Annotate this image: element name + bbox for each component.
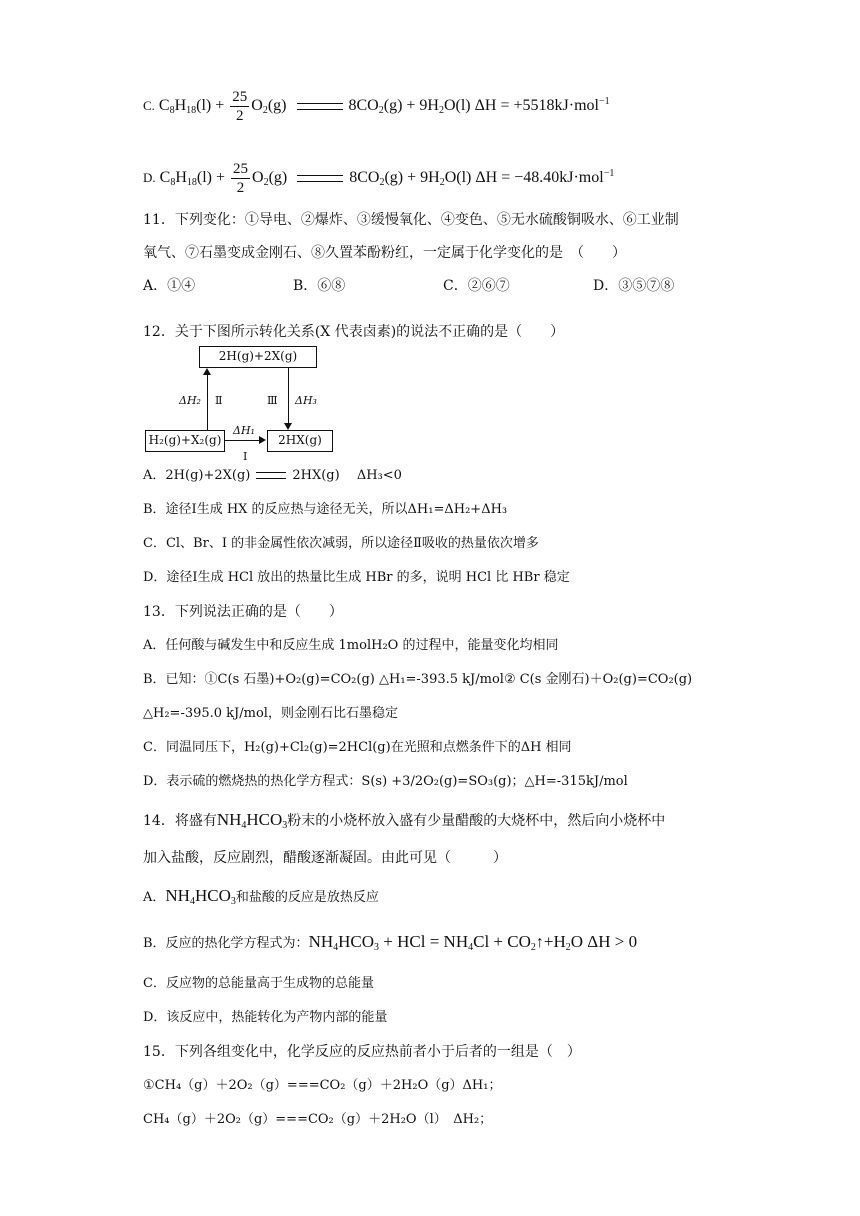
q11-option-d: D．③⑤⑦⑧ — [593, 278, 675, 294]
label-path3: Ⅲ — [267, 394, 278, 407]
q12-option-b: B．途径Ⅰ生成 HX 的反应热与途径无关，所以ΔH₁=ΔH₂+ΔH₃ — [143, 502, 508, 517]
q13-option-c: C．同温同压下，H₂(g)+Cl₂(g)=2HCl(g)在光照和点燃条件下的ΔH 相同 — [143, 740, 572, 755]
fraction-25-2: $\frac{25}{2}$ — [232, 89, 248, 124]
label-dh1: ΔH₁ — [233, 424, 255, 437]
q15-stem: 15．下列各组变化中，化学反应的反应热前者小于后者的一组是（ ） — [143, 1044, 581, 1060]
q13-stem: 13．下列说法正确的是（ ） — [143, 604, 343, 620]
q11-option-c: C．②⑥⑦ — [443, 278, 510, 294]
q11-option-b: B．⑥⑧ — [293, 278, 346, 294]
q14-option-c: C．反应物的总能量高于生成物的总能量 — [143, 976, 374, 991]
q10-d-label: D. — [143, 170, 156, 186]
label-dh3: ΔH₃ — [295, 394, 317, 407]
q14-option-d: D．该反应中，热能转化为产物内部的能量 — [143, 1010, 388, 1025]
q14-stem-line2: 加入盐酸，反应剧烈，醋酸逐渐凝固。由此可见（ ） — [143, 850, 507, 866]
q10-c-label: C. — [143, 98, 155, 114]
q14-stem-line1: 14．将盛有$NH_4HCO_3$粉末的小烧杯放入盛有少量醋酸的大烧杯中，然后向小烧杯中 — [143, 810, 666, 831]
q14-option-b: B．反应的热化学方程式为：$NH_4HCO_3$ + HCl = $NH_4Cl$ + $CO_2↑+H_2O$ ΔH > 0 — [143, 932, 638, 953]
conversion-diagram — [143, 340, 343, 463]
q13-option-a: A．任何酸与碱发生中和反应生成 1molH₂O 的过程中，能量变化均相同 — [143, 638, 559, 653]
box-top: 2H(g)+2X(g) — [199, 346, 317, 368]
q13-option-b-line1: B．已知：①C(s 石墨)+O₂(g)=CO₂(g) △H₁=-393.5 kJ/mol② C(s 金刚石)＋O₂(g)=CO₂(g) — [143, 672, 693, 687]
q13-option-b-line2: △H₂=-395.0 kJ/mol，则金刚石比石墨稳定 — [143, 706, 398, 721]
q10-option-d: D. $C_8H_{18}(l)$ + $\frac{25}{2}$ $O_2(g) 8CO_2(g) + 9H_2O(l) \Delta H = -48.40kJ\cdot mol^{-1}$ — [143, 161, 615, 196]
q13-option-d: D．表示硫的燃烧热的热化学方程式：S(s) +3/2O₂(g)=SO₃(g)；△H=-315kJ/mol — [143, 774, 628, 789]
q12-option-c: C．Cl、Br、I 的非金属性依次减弱，所以途径Ⅱ吸收的热量依次增多 — [143, 536, 539, 551]
label-path1: Ⅰ — [243, 450, 248, 463]
q11-stem-line1: 11．下列变化：①导电、②爆炸、③缓慢氧化、④变色、⑤无水硫酸铜吸水、⑥工业制 — [143, 212, 679, 228]
q10-c-enthalpy: ΔH = +5518kJ·mol — [474, 97, 599, 115]
q11-option-a: A．①④ — [143, 278, 196, 294]
q12-option-d: D．途径Ⅰ生成 HCl 放出的热量比生成 HBr 的多，说明 HCl 比 HBr 稳定 — [143, 570, 570, 585]
q14-option-a: A．$NH_4HCO_3$和盐酸的反应是放热反应 — [143, 886, 379, 907]
q11-stem-line2: 氧气、⑦石墨变成金刚石、⑧久置苯酚粉红，一定属于化学变化的是 （ ） — [143, 245, 626, 261]
q12-option-a: A．2H(g)+2X(g) 2HX(g) ΔH₃<0 — [143, 468, 402, 483]
box-right: 2HX(g) — [267, 430, 333, 452]
fraction-25-2: $\frac{25}{2}$ — [233, 161, 248, 196]
q15-line2: CH₄（g）＋2O₂（g）===CO₂（g）＋2H₂O（l） ΔH₂； — [143, 1112, 493, 1127]
label-dh2: ΔH₂ — [179, 394, 201, 407]
q10-option-c: C. $C_8H_{18}(l)$ + $\frac{25}{2}$ $O_2(g) 8CO_2(g) + 9H_2O(l) \Delta H = +5518kJ\cdot mol^{-1}$ — [143, 89, 610, 124]
q10-d-enthalpy: ΔH = −48.40kJ·mol — [475, 169, 604, 187]
label-path2: Ⅱ — [215, 394, 223, 407]
q12-stem: 12．关于下图所示转化关系(X 代表卤素)的说法不正确的是（ ） — [143, 324, 565, 340]
q15-line1: ①CH₄（g）＋2O₂（g）===CO₂（g）＋2H₂O（g）ΔH₁； — [143, 1078, 502, 1093]
box-left: H₂(g)+X₂(g) — [145, 430, 225, 452]
